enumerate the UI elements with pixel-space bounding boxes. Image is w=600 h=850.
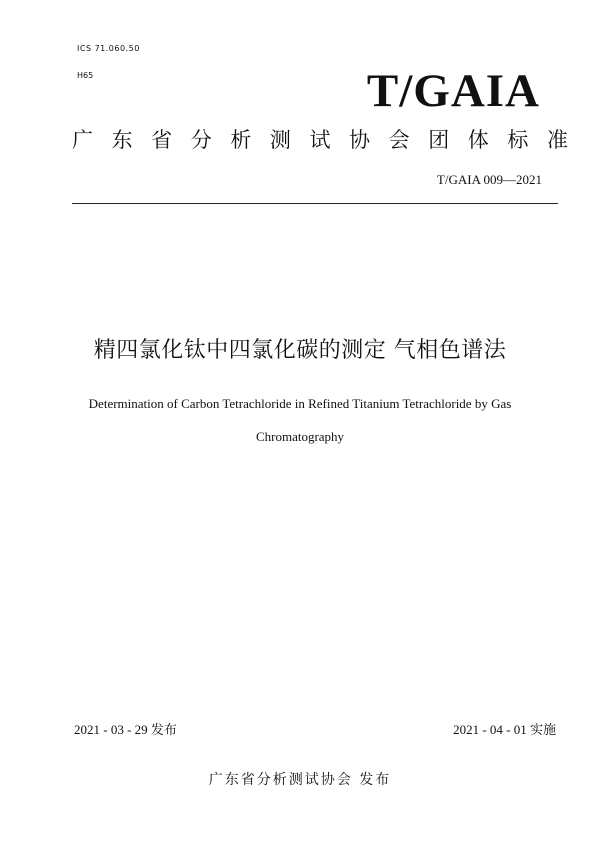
- org-char: 试: [309, 128, 331, 152]
- implement-date: 2021 - 04 - 01 实施: [453, 722, 556, 737]
- org-char: 准: [546, 128, 568, 152]
- organization-name: [72, 124, 568, 154]
- org-char: 析: [230, 128, 252, 152]
- org-char: 团: [428, 128, 450, 152]
- org-char: 体: [467, 128, 489, 152]
- title-chinese: 精四氯化钛中四氯化碳的测定 气相色谱法: [93, 338, 507, 363]
- issue-date: 2021 - 03 - 29 发布: [74, 722, 177, 737]
- title-english-line2: Chromatography: [255, 429, 345, 444]
- org-char: 东: [111, 128, 133, 152]
- org-char: 会: [388, 128, 410, 152]
- title-english-line1: Determination of Carbon Tetrachloride in Refined Titanium Tetrachloride by Gas: [88, 396, 512, 411]
- header-divider: [72, 203, 558, 204]
- publisher: 广东省分析测试协会 发布: [208, 772, 392, 788]
- ccs-code: H65: [77, 71, 94, 80]
- org-char: 分: [190, 128, 212, 152]
- org-char: 广: [72, 128, 93, 152]
- org-char: 测: [269, 128, 291, 152]
- org-char: 标: [507, 128, 529, 152]
- ics-code: ICS 71.060.50: [77, 44, 140, 53]
- standard-logo: T/GAIA: [366, 65, 540, 117]
- org-char: 协: [349, 128, 371, 152]
- org-char: 省: [151, 128, 173, 152]
- standard-number: T/GAIA 009—2021: [436, 172, 542, 187]
